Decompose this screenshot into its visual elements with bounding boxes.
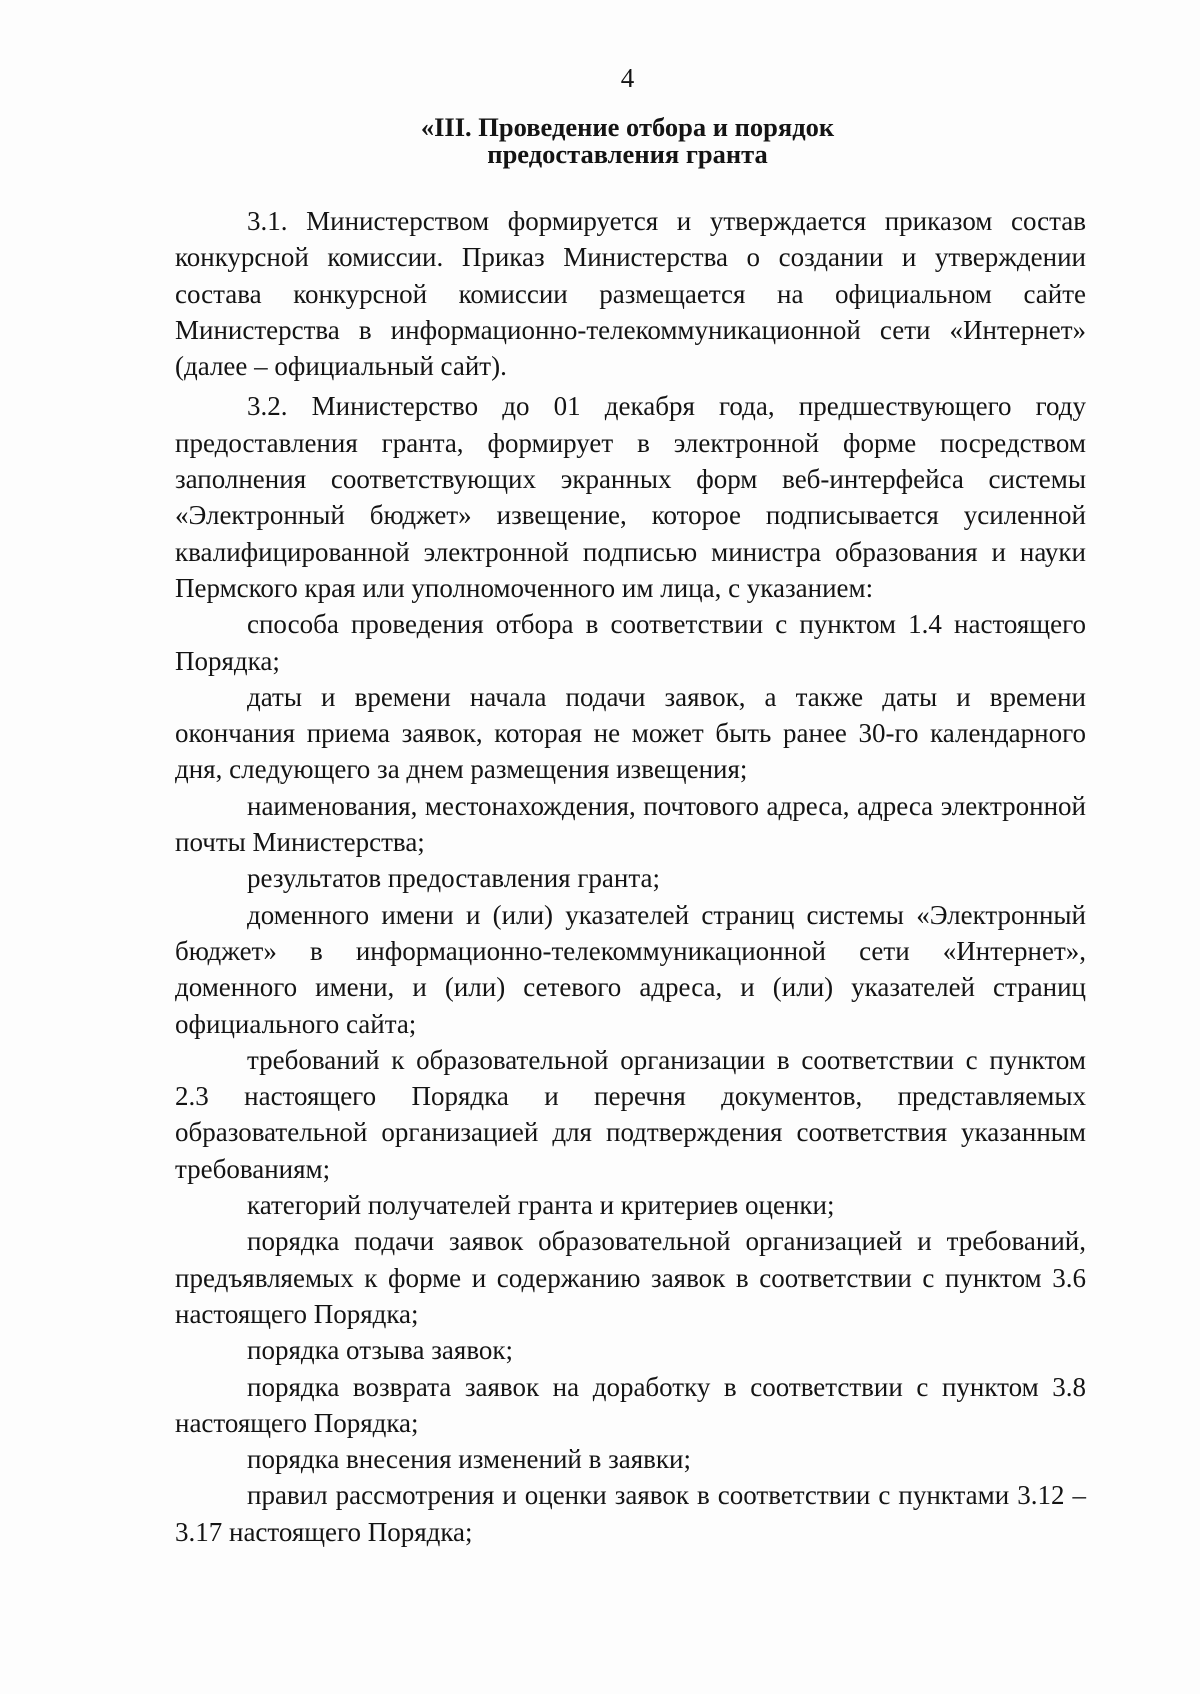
document-body	[175, 203, 1086, 1550]
list-item: требований к образовательной организации в соответствии с пунктом 2.3 настоящего Порядка и перечня документов, представляемых образовательной организацией для подтверждения соответствия указанным требованиям;	[175, 1044, 1086, 1184]
paragraph-3-1: 3.1. Министерством формируется и утверждается приказом состав конкурсной комиссии. Приказ Министерства о создании и утверждении состава конкурсной комиссии размещается на официальном сайте Министерства в информационно-телекоммуникационной сети «Интернет» (далее – официальный сайт).	[175, 206, 1086, 382]
list-item: порядка внесения изменений в заявки;	[247, 1444, 691, 1475]
list-item: порядка отзыва заявок;	[247, 1335, 514, 1366]
section-heading	[0, 114, 1200, 168]
list-item: результатов предоставления гранта;	[247, 863, 660, 894]
list-item: наименования, местонахождения, почтового адреса, адреса электронной почты Министерства;	[175, 790, 1086, 858]
list-item: даты и времени начала подачи заявок, а также даты и времени окончания приема заявок, которая не может быть ранее 30-го календарного дня, следующего за днем размещения извещения;	[175, 681, 1086, 785]
page-number: 4	[620, 63, 635, 93]
section-heading-line-2: предоставления гранта	[487, 139, 768, 169]
section-heading-line-1: «III. Проведение отбора и порядок	[420, 112, 835, 142]
list-item: порядка подачи заявок образовательной организацией и требований, предъявляемых к форме и содержанию заявок в соответствии с пунктом 3.6 настоящего Порядка;	[175, 1226, 1086, 1329]
list-item: правил рассмотрения и оценки заявок в соответствии с пунктами 3.12 – 3.17 настоящего Порядка;	[175, 1480, 1086, 1547]
list-item: способа проведения отбора в соответствии с пунктом 1.4 настоящего Порядка;	[175, 609, 1086, 676]
list-item: порядка возврата заявок на доработку в соответствии с пунктом 3.8 настоящего Порядка;	[175, 1371, 1086, 1438]
list-item: категорий получателей гранта и критериев оценки;	[247, 1190, 835, 1221]
list-item: доменного имени и (или) указателей страниц системы «Электронный бюджет» в информационно-телекоммуникационной сети «Интернет», доменного имени, и (или) сетевого адреса, и (или) указателей страниц официального сайта;	[175, 899, 1086, 1039]
paragraph-3-2: 3.2. Министерство до 01 декабря года, предшествующего году предоставления гранта, формирует в электронной форме посредством заполнения соответствующих экранных форм веб-интерфейса системы «Электронный бюджет» извещение, которое подписывается усиленной квалифицированной электронной подписью министра образования и науки Пермского края или уполномоченного им лица, с указанием:	[175, 391, 1086, 603]
